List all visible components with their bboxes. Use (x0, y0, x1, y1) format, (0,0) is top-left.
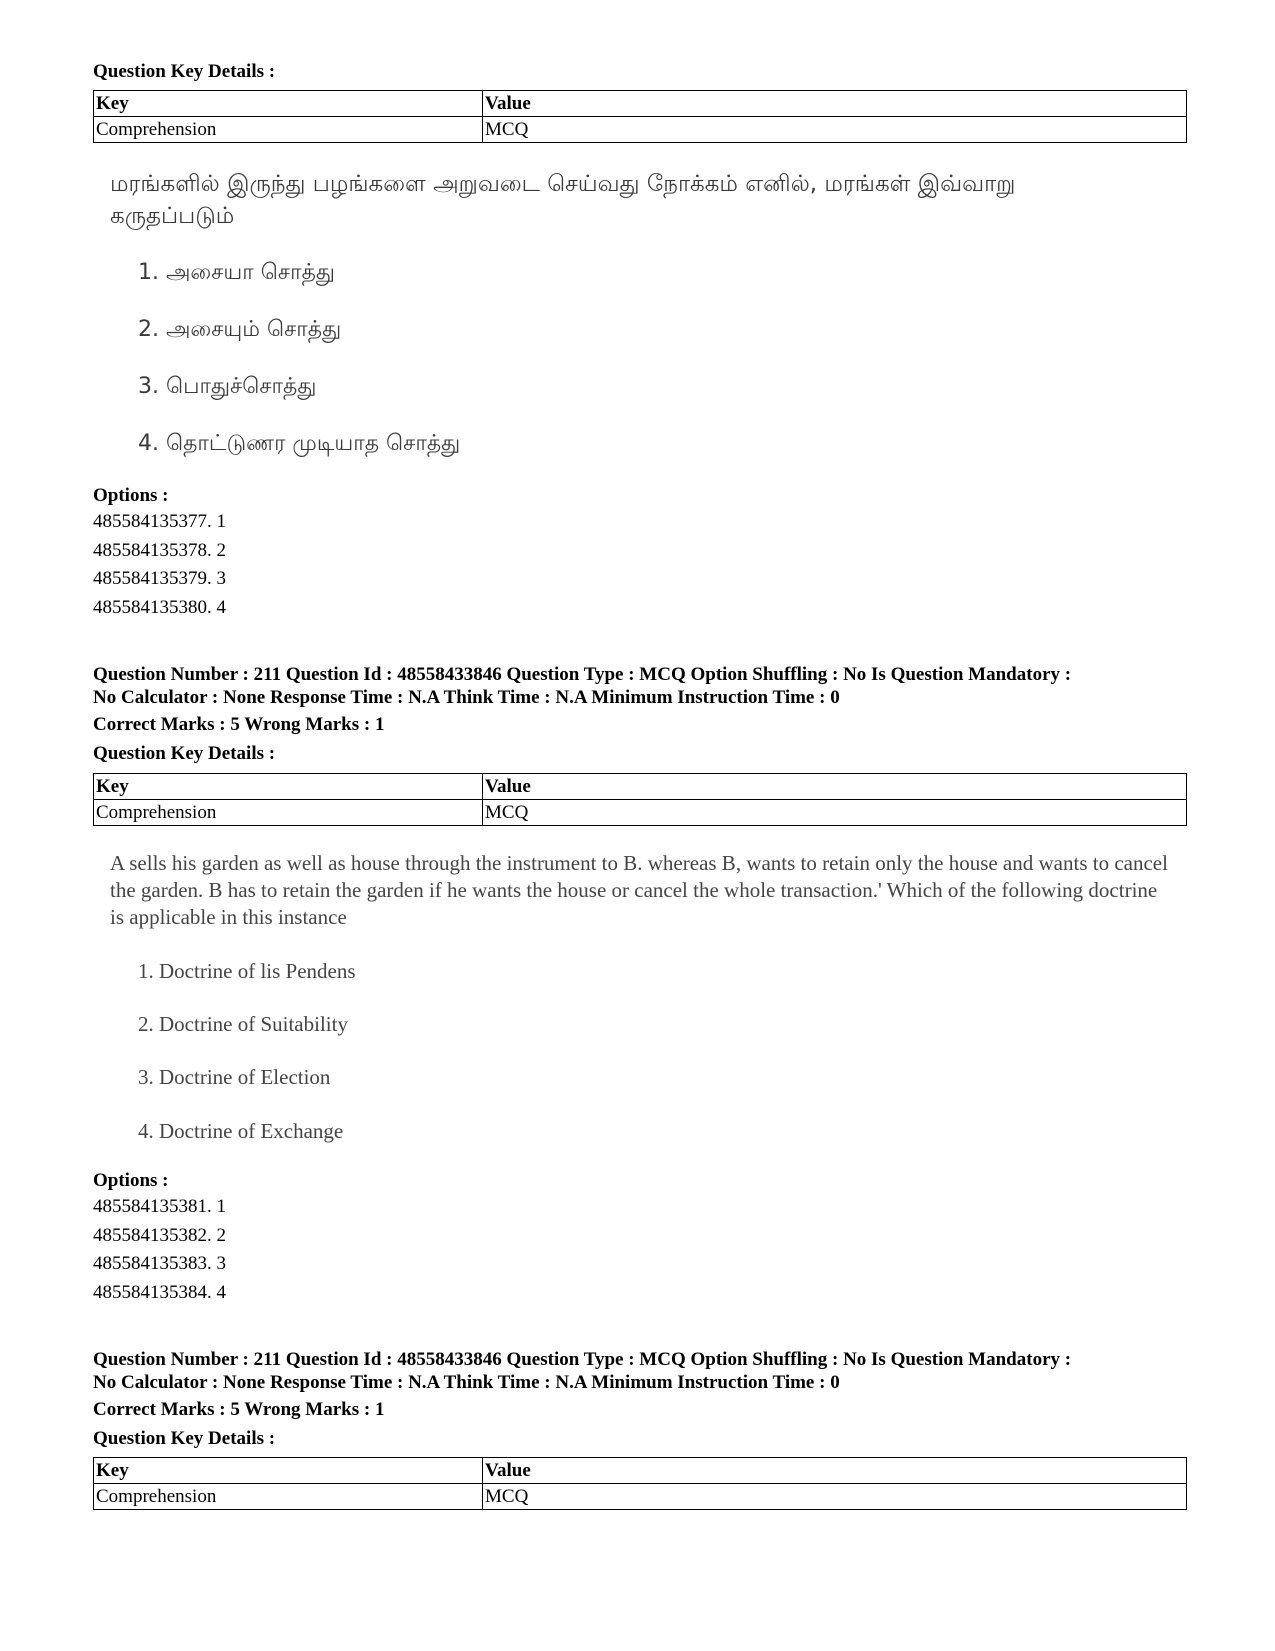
table-cell-key: Comprehension (94, 117, 483, 143)
table-cell-key: Comprehension (94, 1484, 483, 1510)
table-header-value: Value (483, 91, 1187, 117)
table-cell-key: Comprehension (94, 800, 483, 826)
key-details-table (93, 773, 1187, 826)
marks-line: Correct Marks : 5 Wrong Marks : 1 (93, 1399, 385, 1420)
question-meta-line-2: No Calculator : None Response Time : N.A Think Time : N.A Minimum Instruction Time : 0 (93, 687, 840, 708)
marks-line: Correct Marks : 5 Wrong Marks : 1 (93, 714, 385, 735)
table-header-row (94, 774, 1187, 800)
table-header-key: Key (94, 91, 483, 117)
table-cell-value: MCQ (483, 117, 1187, 143)
option-item: 485584135379. 3 (93, 568, 226, 589)
option-item: 485584135384. 4 (93, 1281, 226, 1303)
table-row (94, 1484, 1187, 1510)
answer-choice-1: 1. Doctrine of lis Pendens (138, 959, 356, 983)
table-header-row (94, 1458, 1187, 1484)
answer-choice-3: 3. பொதுச்சொத்து (138, 374, 317, 399)
question-meta-line-2: No Calculator : None Response Time : N.A Think Time : N.A Minimum Instruction Time : 0 (93, 1372, 840, 1393)
table-header-value: Value (483, 774, 1187, 800)
key-details-table (93, 90, 1187, 143)
question-key-details-label: Question Key Details : (93, 1428, 276, 1449)
option-item: 485584135380. 4 (93, 596, 226, 618)
option-item: 485584135377. 1 (93, 511, 226, 532)
options-list (93, 1193, 226, 1307)
answer-choice-2: 2. Doctrine of Suitability (138, 1012, 348, 1036)
options-label: Options : (93, 1170, 169, 1191)
option-item: 485584135381. 1 (93, 1196, 226, 1217)
option-item: 485584135383. 3 (93, 1253, 226, 1274)
question-text: A sells his garden as well as house through the instrument to B. whereas B, wants to retain only the house and wants to cancel the garden. B has to retain the garden if he wants the house or cancel the whole transaction.' Which of the following doctrine is applicable in this instance (110, 851, 1168, 929)
answer-choice-3: 3. Doctrine of Election (138, 1065, 331, 1089)
table-row (94, 117, 1187, 143)
table-header-value: Value (483, 1458, 1187, 1484)
table-header-key: Key (94, 774, 483, 800)
options-label: Options : (93, 485, 169, 506)
option-item: 485584135382. 2 (93, 1224, 226, 1246)
options-list (93, 508, 226, 622)
answer-choice-4: 4. Doctrine of Exchange (138, 1119, 344, 1143)
answer-choice-2: 2. அசையும் சொத்து (138, 317, 342, 342)
answer-choice-4: 4. தொட்டுணர முடியாத சொத்து (138, 431, 461, 456)
option-item: 485584135378. 2 (93, 539, 226, 561)
question-meta-line-1: Question Number : 211 Question Id : 48558433846 Question Type : MCQ Option Shuffling : No Is Question Mandatory : (93, 664, 1072, 685)
question-key-details-label: Question Key Details : (93, 743, 276, 764)
table-cell-value: MCQ (483, 1484, 1187, 1510)
key-details-table (93, 1457, 1187, 1510)
question-text: மரங்களில் இருந்து பழங்களை அறுவடை செய்வது நோக்கம் எனில், மரங்கள் இவ்வாறு கருதப்படும் (110, 171, 1016, 229)
answer-choice-1: 1. அசையா சொத்து (138, 260, 335, 285)
table-header-key: Key (94, 1458, 483, 1484)
question-meta-line-1: Question Number : 211 Question Id : 48558433846 Question Type : MCQ Option Shuffling : No Is Question Mandatory : (93, 1349, 1072, 1370)
table-cell-value: MCQ (483, 800, 1187, 826)
table-row (94, 800, 1187, 826)
table-header-row (94, 91, 1187, 117)
question-key-details-label: Question Key Details : (93, 61, 276, 82)
